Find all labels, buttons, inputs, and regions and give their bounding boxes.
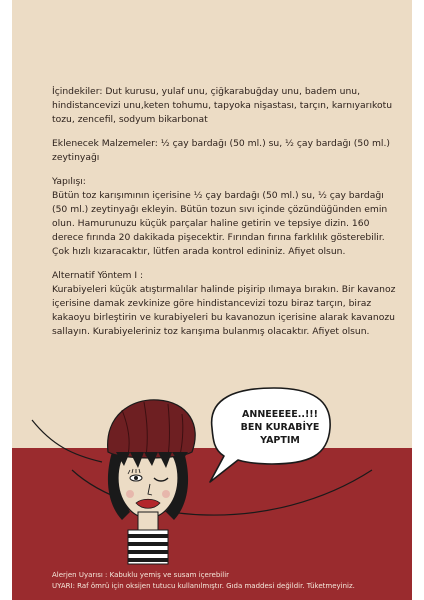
extra-ingredients-text: Eklenecek Malzemeler: ½ çay bardağı (50 ml.) su, ½ çay bardağı (50 ml.) zeytinyağı xyxy=(52,138,390,163)
product-card xyxy=(12,0,412,600)
speech-line-2: BEN KURABİYE xyxy=(240,422,320,433)
speech-line-3: YAPTIM xyxy=(260,435,300,446)
woman-character xyxy=(108,400,196,564)
speech-bubble-text xyxy=(232,408,328,447)
alternative-title: Alternatif Yöntem I : xyxy=(52,270,144,281)
speech-line-1: ANNEEEEE..!!! xyxy=(242,409,318,420)
illustration xyxy=(12,0,412,600)
allergen-warning: Alerjen Uyarısı : Kabuklu yemiş ve susam içerebilir xyxy=(52,571,230,579)
method-title: Yapılışı: xyxy=(52,176,86,187)
method-text: Bütün toz karışımının içerisine ½ çay bardağı (50 ml.) su, ½ çay bardağı (50 ml.) zeytinyağı ekleyin. Bütün tozun sıvı içinde çözündüğünden emin olun. Hamurunuzu küçük parçalar haline getirin ve tepsiye dizin. 160 derece fırında 20 dakikada pişecektir. Fırından fırına farklılık gösterebilir. Çok hızlı kızaracaktır, lütfen arada kontrol edininiz. Afiyet olsun. xyxy=(52,190,388,257)
usage-warning: UYARI: Raf ömrü için oksijen tutucu kullanılmıştır. Gıda maddesi değildir. Tüketmeyiniz. xyxy=(52,582,355,590)
curve-line-left xyxy=(32,420,102,462)
alternative-text: Kurabiyeleri küçük atıştırmalılar halinde pişirip ılımaya bırakın. Bir kavanoz içerisine damak zevkinize göre hindistancevizi tozu biraz tarçın, biraz kakaoyu birleştirin ve kurabiyeleri bu kavanozun içerisine alarak kavanozu sallayın. Kurabiyeleriniz toz karışıma bulanmış olacaktır. Afiyet olsun. xyxy=(52,284,396,337)
ingredients-text: İçindekiler: Dut kurusu, yulaf unu, çiğkarabuğday unu, badem unu, hindistancevizi unu,keten tohumu, tapyoka nişastası, tarçın, karnıyarıkotu tozu, zencefil, sodyum bikarbonat xyxy=(52,86,393,125)
footer-notes xyxy=(52,570,412,592)
